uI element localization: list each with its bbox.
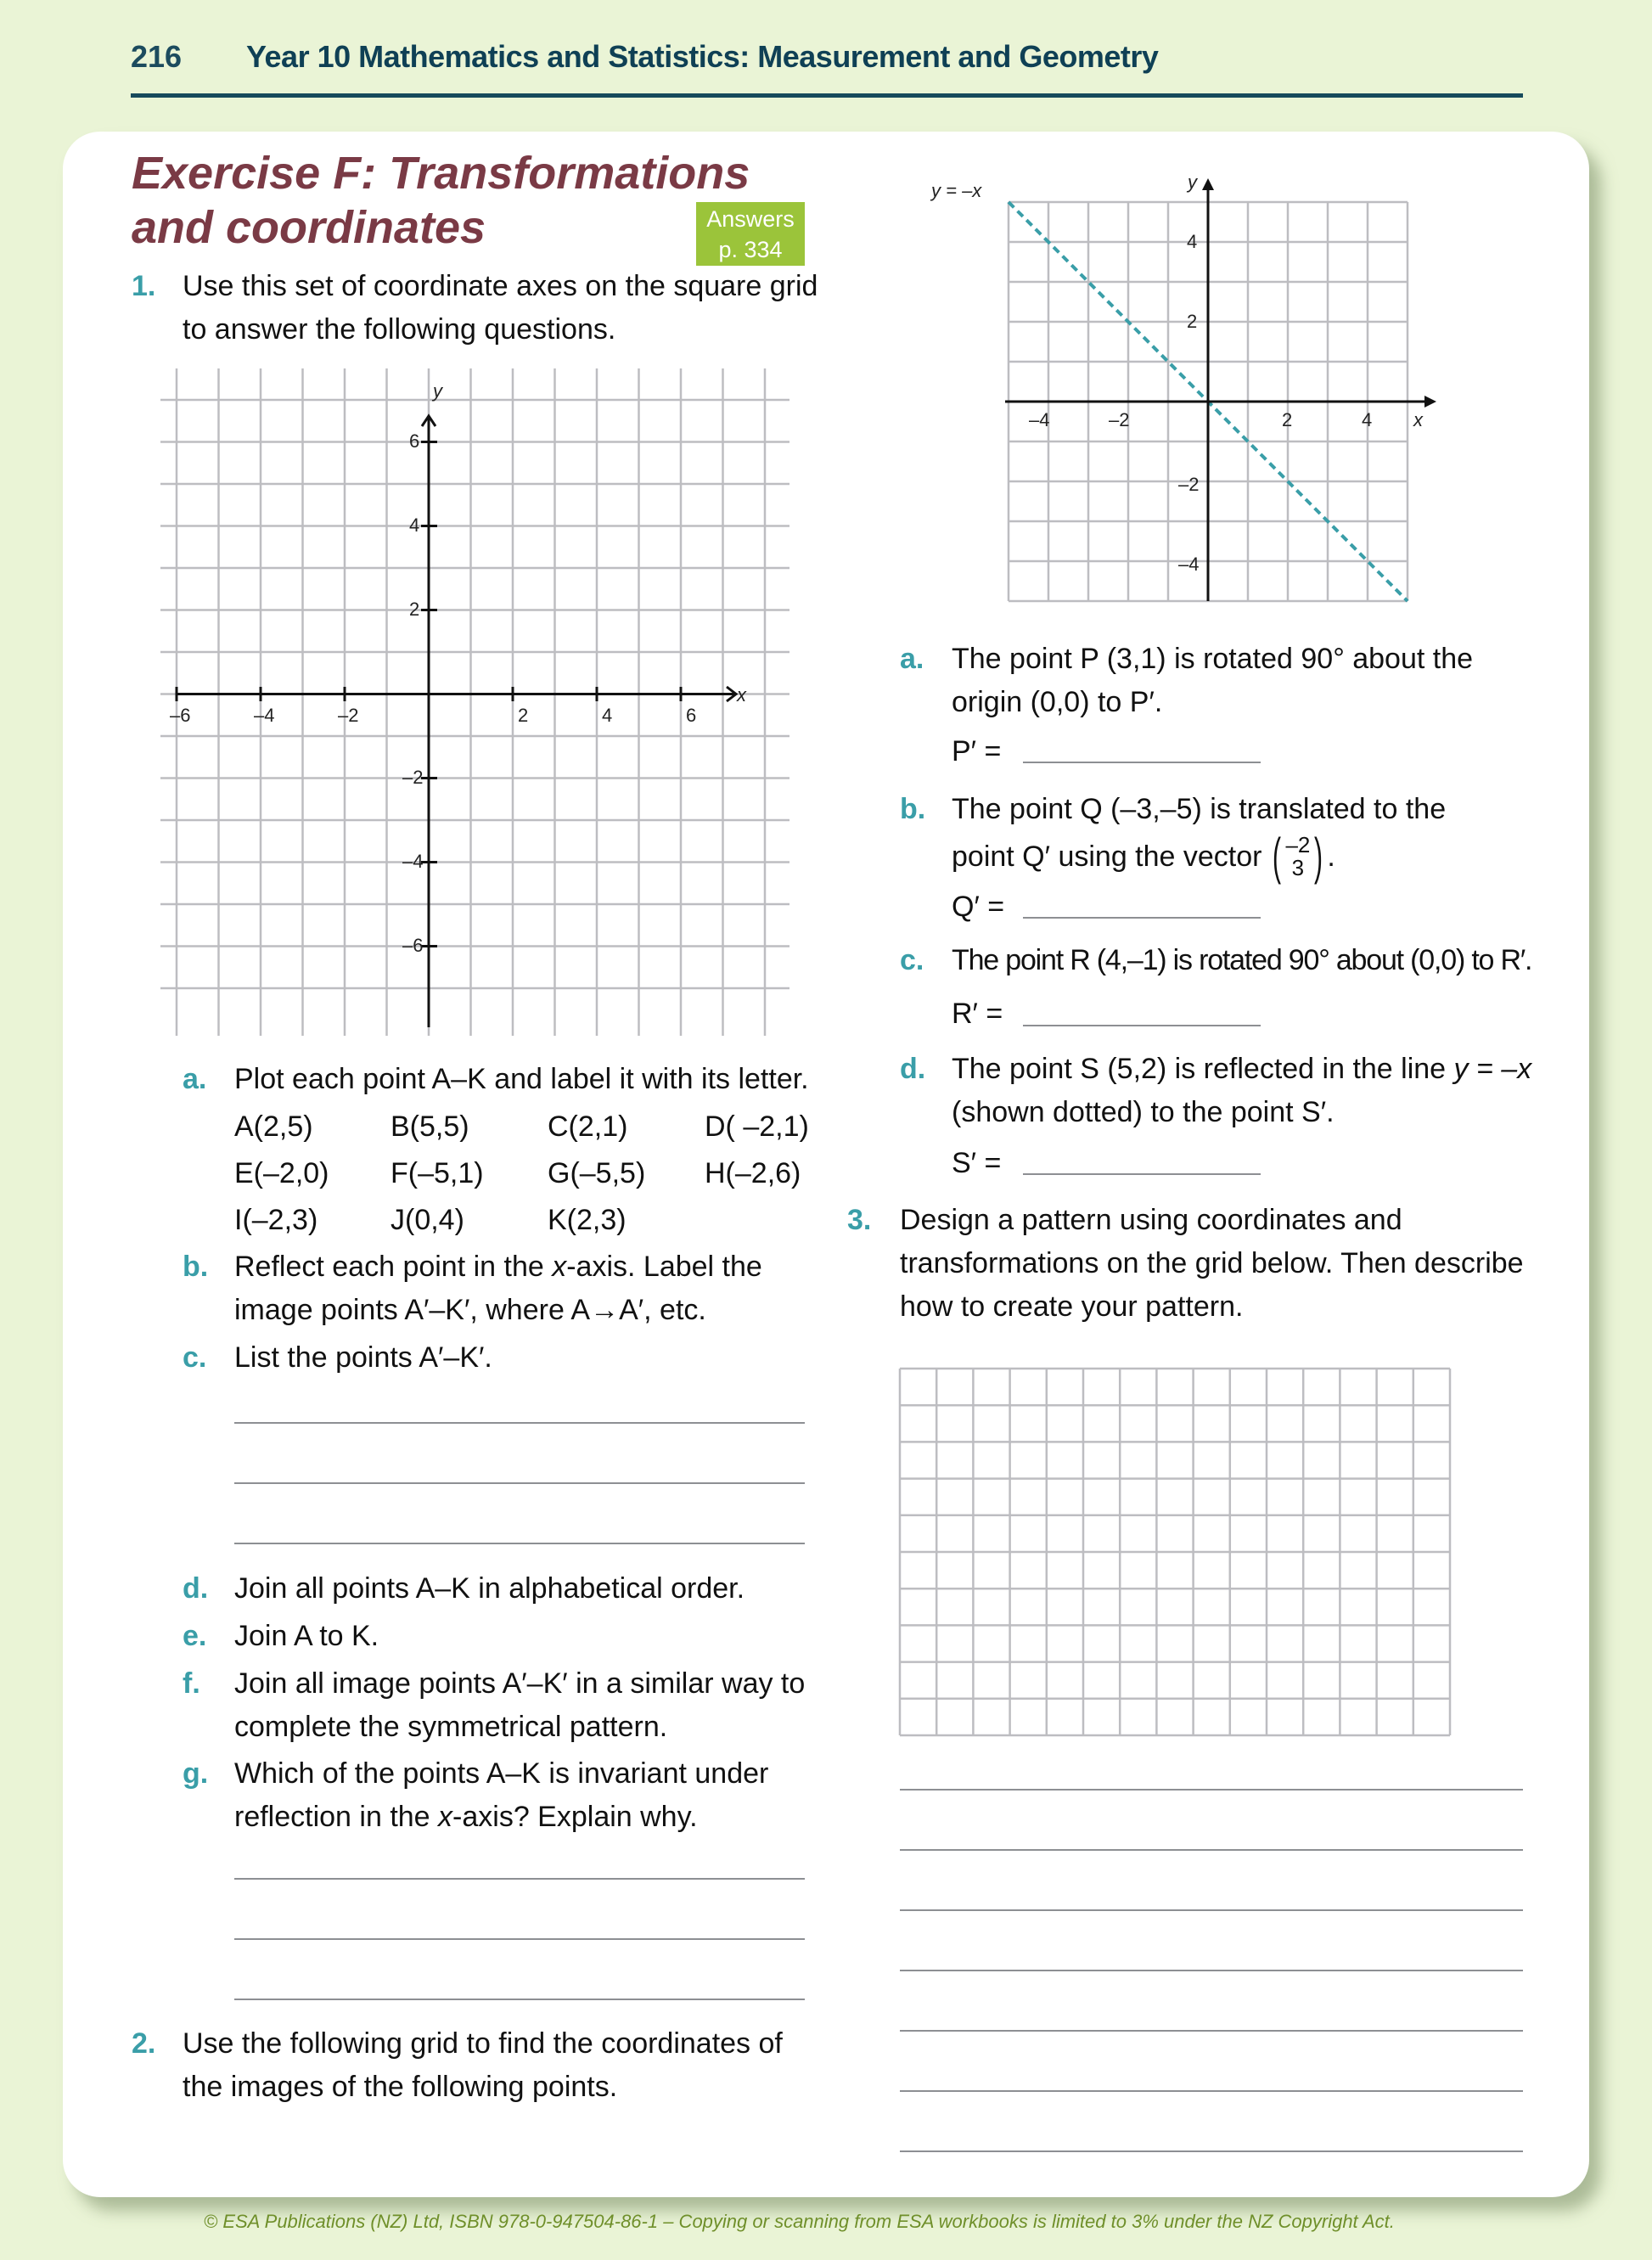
q1b-text: [234, 1245, 762, 1332]
q2a-label: a.: [900, 643, 924, 675]
q1g-text-line1: Which of the points A–K is invariant under: [234, 1757, 769, 1790]
q1g-label: g.: [183, 1757, 209, 1790]
g2-x-label: x: [1413, 409, 1423, 430]
q1c-text: List the points A′–K′.: [234, 1341, 492, 1374]
g1-xtick-1: –4: [254, 705, 275, 726]
g2-y-label: y: [1188, 171, 1197, 193]
q1a-text: Plot each point A–K and label it with its letter.: [234, 1063, 809, 1095]
book-title: Year 10 Mathematics and Statistics: Measurement and Geometry: [246, 39, 1159, 74]
q1d-label: d.: [183, 1572, 209, 1605]
g2-xtick-1: –2: [1109, 409, 1130, 430]
p-prime-answer-line[interactable]: [1023, 762, 1261, 763]
q2b-label: b.: [900, 793, 926, 825]
q1a-label: a.: [183, 1063, 207, 1095]
q3-answer-line-7[interactable]: [900, 2150, 1523, 2152]
q1-text-line2: to answer the following questions.: [183, 313, 616, 346]
q2d-text: [952, 1048, 1531, 1134]
g1-ytick-3: –2: [402, 767, 424, 788]
point-B: B(5,5): [391, 1110, 469, 1143]
r-prime-answer-line[interactable]: [1023, 1025, 1261, 1026]
q1f-text-line2: complete the symmetrical pattern.: [234, 1711, 668, 1743]
q1d-text: Join all points A–K in alphabetical order.: [234, 1572, 745, 1605]
point-K: K(2,3): [548, 1204, 627, 1236]
q3-answer-line-2[interactable]: [900, 1849, 1523, 1851]
point-G: G(–5,5): [548, 1157, 646, 1189]
q1-text: [183, 265, 818, 351]
q2-text-line2: the images of the following points.: [183, 2071, 618, 2103]
coordinate-grid-2[interactable]: [1002, 170, 1443, 620]
point-D: D( –2,1): [705, 1110, 809, 1143]
g1-ytick-2: 2: [409, 599, 420, 620]
p-prime-label: P′ =: [952, 735, 1002, 767]
vector-y-component: 3: [1291, 855, 1305, 880]
q2d-label: d.: [900, 1053, 926, 1085]
g2-xtick-3: 4: [1362, 409, 1373, 430]
exercise-title: [132, 146, 750, 255]
exercise-title-line2: and coordinates: [132, 202, 486, 253]
answers-badge-page: p. 334: [718, 237, 783, 262]
q1g-text-italic: x: [438, 1801, 453, 1833]
q3-text-line3: how to create your pattern.: [900, 1290, 1244, 1323]
g1-y-label: y: [433, 380, 442, 402]
q1g-answer-line-3[interactable]: [234, 1999, 805, 2000]
g1-xtick-3: 2: [518, 705, 529, 726]
q1g-answer-line-2[interactable]: [234, 1938, 805, 1940]
q2-text: [183, 2022, 783, 2109]
q1f-text-line1: Join all image points A′–K′ in a similar way to: [234, 1667, 806, 1700]
g2-ytick-3: –4: [1178, 554, 1200, 575]
point-C: C(2,1): [548, 1110, 628, 1143]
g1-ytick-4: –4: [402, 851, 424, 872]
r-prime-label: R′ =: [952, 998, 1003, 1030]
answers-badge[interactable]: [696, 202, 805, 266]
q1c-answer-line-1[interactable]: [234, 1422, 805, 1424]
q2d-text-pre: The point S (5,2) is reflected in the line: [952, 1053, 1454, 1085]
q1b-text-pre: Reflect each point in the: [234, 1251, 553, 1283]
q3-text-line2: transformations on the grid below. Then describe: [900, 1247, 1524, 1279]
footer-copyright: © ESA Publications (NZ) Ltd, ISBN 978-0-947504-86-1 – Copying or scanning from ESA workbooks is limited to 3% under the NZ Copyright Act.: [204, 2211, 1395, 2232]
line-label: y = –x: [931, 180, 982, 201]
x-axis-arrow-icon: [1424, 396, 1436, 408]
q2-text-line1: Use the following grid to find the coordinates of: [183, 2027, 783, 2060]
q-prime-answer-line[interactable]: [1023, 917, 1261, 919]
q3-answer-line-5[interactable]: [900, 2030, 1523, 2032]
q1b-text-line2: image points A′–K′, where A→A′, etc.: [234, 1294, 706, 1326]
g2-ytick-0: 4: [1187, 231, 1198, 252]
answers-badge-label: Answers: [706, 206, 795, 232]
design-grid[interactable]: [898, 1367, 1452, 1737]
y-axis-arrow-icon: [1202, 178, 1214, 190]
q2b-text-line2: point Q′ using the vector: [952, 840, 1262, 873]
point-H: H(–2,6): [705, 1157, 801, 1189]
g1-xtick-5: 6: [686, 705, 697, 726]
q1g-text-post: -axis? Explain why.: [452, 1801, 698, 1833]
exercise-title-line1: Exercise F: Transformations: [132, 148, 750, 199]
s-prime-label: S′ =: [952, 1147, 1002, 1179]
q1c-answer-line-2[interactable]: [234, 1482, 805, 1484]
q2b-text: [952, 788, 1447, 885]
vector-x-component: –2: [1285, 832, 1311, 857]
q1-text-line1: Use this set of coordinate axes on the square grid: [183, 270, 818, 302]
g1-xtick-0: –6: [170, 705, 191, 726]
q1g-text: [234, 1752, 768, 1839]
q2b-text-line1: The point Q (–3,–5) is translated to the: [952, 793, 1447, 825]
q1-number: 1.: [132, 270, 156, 302]
q2d-text-italic: y = –x: [1453, 1053, 1532, 1085]
q2c-text: The point R (4,–1) is rotated 90° about (0,0) to R′.: [952, 944, 1532, 976]
point-I: I(–2,3): [234, 1204, 318, 1236]
q1c-answer-line-3[interactable]: [234, 1543, 805, 1544]
g1-ytick-0: 6: [409, 430, 420, 452]
g2-xtick-2: 2: [1282, 409, 1293, 430]
g1-xtick-4: 4: [602, 705, 613, 726]
g1-xtick-2: –2: [338, 705, 359, 726]
point-E: E(–2,0): [234, 1157, 329, 1189]
g2-ytick-1: 2: [1187, 311, 1198, 332]
header-rule: [131, 93, 1523, 98]
q2a-text-line2: origin (0,0) to P′.: [952, 686, 1163, 718]
q-prime-label: Q′ =: [952, 891, 1005, 923]
translation-vector: ( –2 3 ) .: [1273, 828, 1335, 885]
grid-lines: [160, 368, 789, 1036]
q3-number: 3.: [847, 1204, 872, 1236]
point-A: A(2,5): [234, 1110, 313, 1143]
coordinate-grid-1[interactable]: [144, 357, 789, 1036]
q1e-label: e.: [183, 1620, 207, 1652]
g2-ytick-2: –2: [1178, 474, 1200, 495]
s-prime-answer-line[interactable]: [1023, 1173, 1261, 1175]
q1f-text: [234, 1662, 805, 1749]
q2d-text-line2: (shown dotted) to the point S′.: [952, 1096, 1335, 1128]
g1-ytick-1: 4: [409, 514, 420, 536]
q2a-text-line1: The point P (3,1) is rotated 90° about the: [952, 643, 1474, 675]
point-F: F(–5,1): [391, 1157, 484, 1189]
q1e-text: Join A to K.: [234, 1620, 379, 1652]
q2-number: 2.: [132, 2027, 156, 2060]
q1b-text-italic: x: [552, 1251, 567, 1283]
q2c-label: c.: [900, 944, 924, 976]
g1-x-label: x: [737, 684, 746, 706]
q3-text-line1: Design a pattern using coordinates and: [900, 1204, 1402, 1236]
g2-xtick-0: –4: [1029, 409, 1050, 430]
q1b-text-post: -axis. Label the: [566, 1251, 762, 1283]
g1-ytick-5: –6: [402, 935, 424, 956]
q2a-text: [952, 638, 1473, 724]
q1g-answer-line-1[interactable]: [234, 1878, 805, 1880]
q3-answer-line-3[interactable]: [900, 1909, 1523, 1911]
q3-answer-line-4[interactable]: [900, 1970, 1523, 1971]
page-number: 216: [131, 39, 183, 74]
q1b-label: b.: [183, 1251, 209, 1283]
q1g-text-pre: reflection in the: [234, 1801, 439, 1833]
q3-answer-line-1[interactable]: [900, 1789, 1523, 1791]
q3-text: [900, 1199, 1524, 1329]
q1c-label: c.: [183, 1341, 207, 1374]
point-J: J(0,4): [391, 1204, 464, 1236]
q3-answer-line-6[interactable]: [900, 2090, 1523, 2092]
q1f-label: f.: [183, 1667, 200, 1700]
